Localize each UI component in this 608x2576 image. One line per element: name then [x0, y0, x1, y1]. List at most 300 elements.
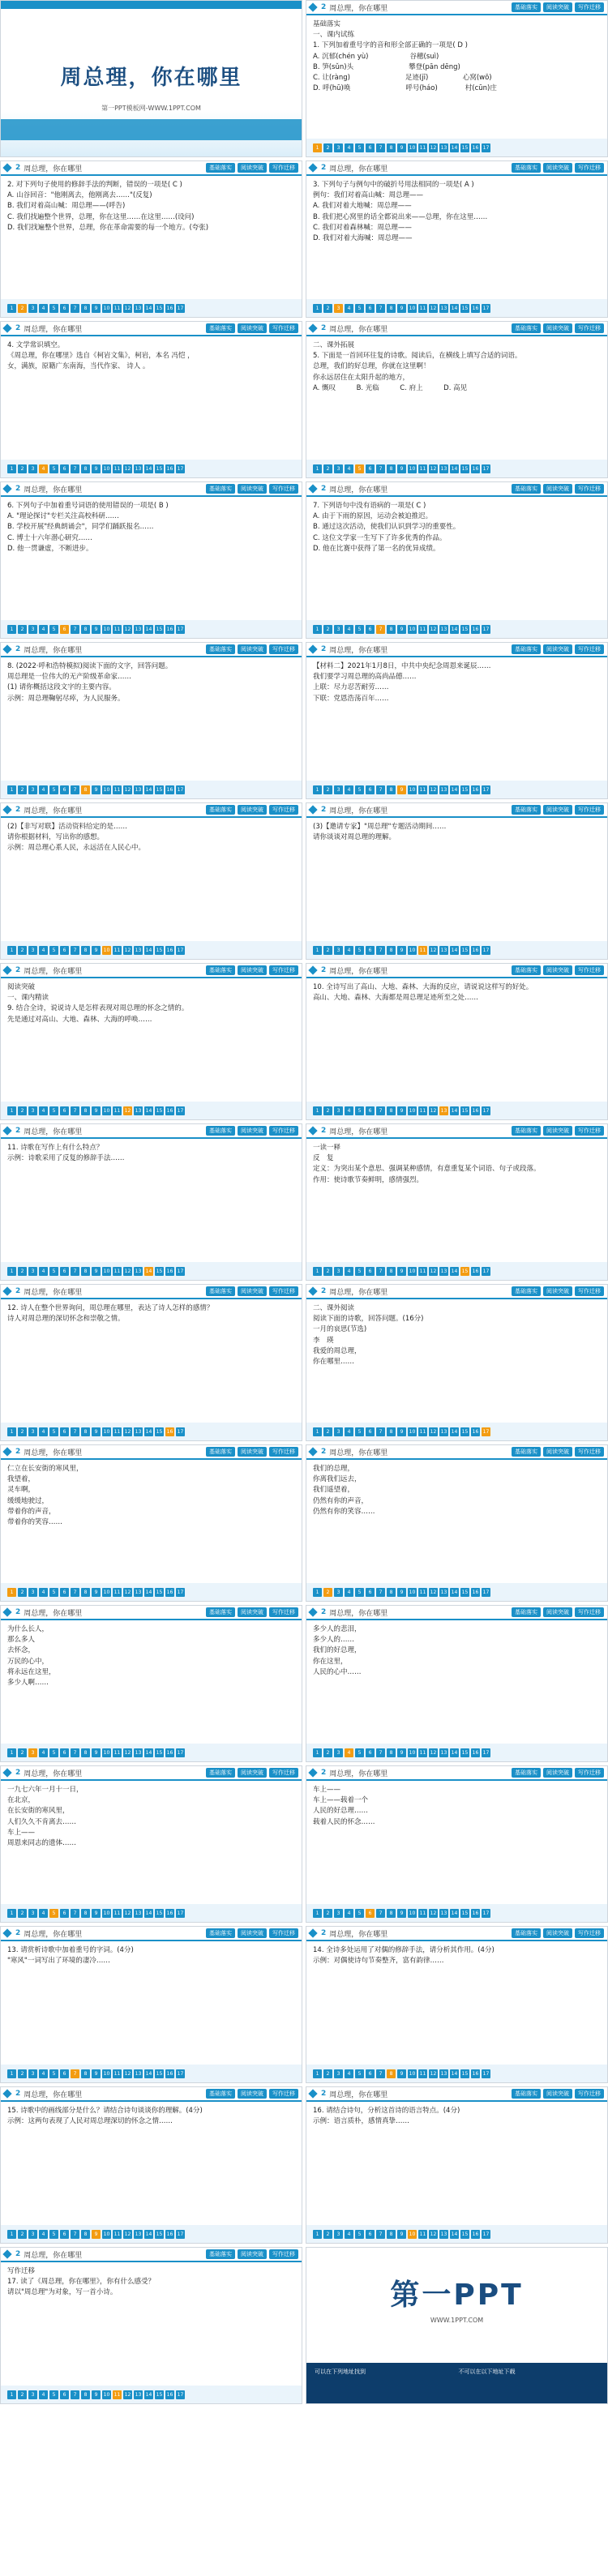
page-button[interactable]: 6 [60, 625, 69, 634]
page-button[interactable]: 8 [387, 1748, 396, 1757]
page-button[interactable]: 8 [81, 625, 90, 634]
page-button[interactable]: 13 [440, 626, 447, 632]
page-button[interactable]: 10 [103, 626, 110, 632]
page-button[interactable]: 5 [49, 464, 58, 473]
nav-button[interactable]: 写作迁移 [575, 2, 604, 12]
page-button[interactable]: 13 [440, 1428, 447, 1435]
page-button[interactable]: 12 [430, 1910, 437, 1916]
page-button[interactable]: 4 [39, 946, 48, 955]
nav-button[interactable]: 基础落实 [512, 644, 541, 654]
page-button[interactable]: 3 [334, 1427, 343, 1436]
page-button[interactable]: 5 [355, 1588, 364, 1597]
page-button[interactable]: 12 [124, 305, 131, 311]
page-button[interactable]: 5 [49, 625, 58, 634]
nav-button[interactable]: 写作迁移 [269, 323, 298, 333]
page-button[interactable]: 4 [39, 1267, 48, 1276]
page-button[interactable]: 6 [366, 464, 375, 473]
nav-button[interactable]: 基础落实 [512, 323, 541, 333]
page-button[interactable]: 10 [409, 786, 416, 793]
page-button[interactable]: 9 [397, 1909, 406, 1918]
page-button[interactable]: 17 [482, 465, 490, 472]
page-button[interactable]: 3 [334, 946, 343, 955]
page-button[interactable]: 16 [472, 1589, 479, 1595]
page-button[interactable]: 10 [409, 1107, 416, 1114]
page-button[interactable]: 11 [419, 1589, 426, 1595]
page-button[interactable]: 9 [397, 1427, 406, 1436]
page-button[interactable]: 6 [366, 2069, 375, 2078]
page-button[interactable]: 16 [166, 626, 173, 632]
page-button[interactable]: 5 [49, 1106, 58, 1115]
page-button[interactable]: 2 [18, 1267, 27, 1276]
page-button[interactable]: 9 [92, 1588, 101, 1597]
page-button[interactable]: 12 [124, 786, 131, 793]
nav-button[interactable]: 阅读突破 [543, 1286, 572, 1296]
page-button[interactable]: 11 [419, 465, 426, 472]
nav-button[interactable]: 阅读突破 [543, 1768, 572, 1778]
page-button[interactable]: 4 [345, 1748, 353, 1757]
page-button[interactable]: 7 [71, 464, 79, 473]
page-button[interactable]: 3 [334, 625, 343, 634]
page-button[interactable]: 2 [323, 1427, 332, 1436]
page-button[interactable]: 3 [334, 143, 343, 152]
page-button[interactable]: 13 [135, 626, 142, 632]
page-button[interactable]: 4 [39, 304, 48, 313]
page-button[interactable]: 13 [135, 1749, 142, 1756]
page-button[interactable]: 9 [397, 625, 406, 634]
nav-button[interactable]: 阅读突破 [543, 805, 572, 815]
page-button[interactable]: 11 [419, 1107, 426, 1114]
page-button[interactable]: 17 [482, 626, 490, 632]
nav-button[interactable]: 阅读突破 [238, 484, 267, 494]
page-button[interactable]: 3 [28, 2069, 37, 2078]
page-button[interactable]: 11 [113, 626, 121, 632]
page-button[interactable]: 7 [71, 2390, 79, 2399]
page-button[interactable]: 16 [166, 1910, 173, 1916]
page-button[interactable]: 1 [313, 1588, 322, 1597]
page-button[interactable]: 10 [409, 626, 416, 632]
nav-button[interactable]: 阅读突破 [238, 2249, 267, 2259]
page-button[interactable]: 10 [103, 947, 110, 953]
page-button[interactable]: 7 [376, 304, 385, 313]
page-button[interactable]: 17 [177, 1589, 184, 1595]
page-button[interactable]: 10 [103, 786, 110, 793]
page-button[interactable]: 14 [451, 465, 458, 472]
page-button[interactable]: 9 [92, 1909, 101, 1918]
page-button[interactable]: 8 [81, 2390, 90, 2399]
page-button[interactable]: 6 [60, 1909, 69, 1918]
page-button[interactable]: 11 [419, 2070, 426, 2077]
nav-button[interactable]: 阅读突破 [543, 323, 572, 333]
page-button[interactable]: 5 [49, 1748, 58, 1757]
page-button[interactable]: 14 [451, 1589, 458, 1595]
page-button[interactable]: 4 [39, 2390, 48, 2399]
page-button[interactable]: 17 [177, 626, 184, 632]
nav-button[interactable]: 基础落实 [512, 2, 541, 12]
page-button[interactable]: 6 [366, 1267, 375, 1276]
page-button[interactable]: 10 [409, 947, 416, 953]
page-button[interactable]: 9 [397, 2069, 406, 2078]
page-button[interactable]: 8 [387, 2069, 396, 2078]
page-button[interactable]: 14 [145, 1589, 152, 1595]
page-button[interactable]: 2 [323, 2230, 332, 2239]
page-button[interactable]: 17 [177, 1107, 184, 1114]
nav-button[interactable]: 写作迁移 [269, 1607, 298, 1617]
nav-button[interactable]: 写作迁移 [269, 1768, 298, 1778]
page-button[interactable]: 8 [387, 625, 396, 634]
page-button[interactable]: 1 [7, 1748, 16, 1757]
page-button[interactable]: 13 [440, 1910, 447, 1916]
page-button[interactable]: 5 [355, 304, 364, 313]
page-button[interactable]: 16 [472, 626, 479, 632]
page-button[interactable]: 6 [366, 1106, 375, 1115]
page-button[interactable]: 11 [419, 1268, 426, 1274]
page-button[interactable]: 15 [156, 786, 163, 793]
nav-button[interactable]: 写作迁移 [269, 1126, 298, 1136]
page-button[interactable]: 9 [92, 304, 101, 313]
page-button[interactable]: 4 [39, 1909, 48, 1918]
page-button[interactable]: 3 [334, 304, 343, 313]
page-button[interactable]: 4 [39, 625, 48, 634]
page-button[interactable]: 14 [145, 1910, 152, 1916]
page-button[interactable]: 17 [482, 1589, 490, 1595]
nav-button[interactable]: 基础落实 [206, 1768, 235, 1778]
page-button[interactable]: 3 [334, 1588, 343, 1597]
page-button[interactable]: 6 [60, 1588, 69, 1597]
page-button[interactable]: 7 [71, 1588, 79, 1597]
page-button[interactable]: 13 [440, 1107, 447, 1114]
page-button[interactable]: 11 [419, 1749, 426, 1756]
page-button[interactable]: 14 [145, 947, 152, 953]
page-button[interactable]: 16 [166, 2391, 173, 2398]
page-button[interactable]: 9 [397, 143, 406, 152]
page-button[interactable]: 14 [145, 1428, 152, 1435]
page-button[interactable]: 1 [313, 2069, 322, 2078]
page-button[interactable]: 11 [113, 465, 121, 472]
page-button[interactable]: 15 [461, 2231, 469, 2237]
page-button[interactable]: 9 [397, 1588, 406, 1597]
page-button[interactable]: 6 [60, 1267, 69, 1276]
nav-button[interactable]: 基础落实 [206, 644, 235, 654]
page-button[interactable]: 1 [313, 304, 322, 313]
page-button[interactable]: 15 [156, 305, 163, 311]
page-button[interactable]: 12 [430, 2070, 437, 2077]
nav-button[interactable]: 基础落实 [206, 323, 235, 333]
page-button[interactable]: 8 [387, 946, 396, 955]
page-button[interactable]: 17 [177, 1749, 184, 1756]
page-button[interactable]: 7 [376, 1427, 385, 1436]
page-button[interactable]: 6 [60, 2069, 69, 2078]
page-button[interactable]: 2 [18, 1588, 27, 1597]
page-button[interactable]: 7 [71, 2069, 79, 2078]
page-button[interactable]: 4 [345, 464, 353, 473]
page-button[interactable]: 4 [39, 1427, 48, 1436]
page-button[interactable]: 11 [113, 2231, 121, 2237]
nav-button[interactable]: 写作迁移 [575, 965, 604, 975]
page-button[interactable]: 12 [430, 1749, 437, 1756]
page-button[interactable]: 8 [387, 1588, 396, 1597]
page-button[interactable]: 17 [482, 947, 490, 953]
page-button[interactable]: 5 [355, 1748, 364, 1757]
page-button[interactable]: 13 [135, 2070, 142, 2077]
page-button[interactable]: 11 [113, 1428, 121, 1435]
nav-button[interactable]: 基础落实 [206, 805, 235, 815]
page-button[interactable]: 9 [92, 946, 101, 955]
nav-button[interactable]: 基础落实 [512, 1768, 541, 1778]
page-button[interactable]: 3 [28, 304, 37, 313]
page-button[interactable]: 12 [124, 1910, 131, 1916]
page-button[interactable]: 4 [39, 1588, 48, 1597]
page-button[interactable]: 12 [430, 1589, 437, 1595]
page-button[interactable]: 1 [313, 143, 322, 152]
page-button[interactable]: 2 [18, 625, 27, 634]
page-button[interactable]: 7 [71, 2230, 79, 2239]
page-button[interactable]: 13 [135, 1107, 142, 1114]
page-button[interactable]: 4 [39, 2230, 48, 2239]
page-button[interactable]: 16 [166, 1107, 173, 1114]
page-button[interactable]: 13 [440, 2231, 447, 2237]
page-button[interactable]: 13 [440, 947, 447, 953]
page-button[interactable]: 2 [18, 2230, 27, 2239]
page-button[interactable]: 15 [461, 1268, 469, 1274]
nav-button[interactable]: 写作迁移 [269, 1286, 298, 1296]
page-button[interactable]: 5 [355, 464, 364, 473]
page-button[interactable]: 2 [18, 2069, 27, 2078]
page-button[interactable]: 13 [135, 1910, 142, 1916]
page-button[interactable]: 1 [313, 625, 322, 634]
page-button[interactable]: 8 [81, 2230, 90, 2239]
page-button[interactable]: 8 [387, 1909, 396, 1918]
nav-button[interactable]: 基础落实 [512, 1928, 541, 1938]
page-button[interactable]: 8 [81, 1748, 90, 1757]
page-button[interactable]: 16 [472, 786, 479, 793]
page-button[interactable]: 5 [49, 1588, 58, 1597]
page-button[interactable]: 4 [39, 1106, 48, 1115]
page-button[interactable]: 7 [376, 1106, 385, 1115]
page-button[interactable]: 12 [430, 1428, 437, 1435]
page-button[interactable]: 9 [92, 2069, 101, 2078]
page-button[interactable]: 2 [18, 1106, 27, 1115]
page-button[interactable]: 15 [156, 626, 163, 632]
page-button[interactable]: 13 [440, 1589, 447, 1595]
page-button[interactable]: 14 [451, 1268, 458, 1274]
page-button[interactable]: 1 [7, 2069, 16, 2078]
page-button[interactable]: 6 [60, 304, 69, 313]
page-button[interactable]: 16 [472, 465, 479, 472]
nav-button[interactable]: 阅读突破 [238, 965, 267, 975]
page-button[interactable]: 12 [430, 1268, 437, 1274]
nav-button[interactable]: 阅读突破 [543, 1607, 572, 1617]
page-button[interactable]: 5 [355, 143, 364, 152]
page-button[interactable]: 10 [103, 1428, 110, 1435]
page-button[interactable]: 12 [430, 947, 437, 953]
page-button[interactable]: 5 [49, 304, 58, 313]
page-button[interactable]: 17 [482, 1107, 490, 1114]
nav-button[interactable]: 基础落实 [206, 1126, 235, 1136]
page-button[interactable]: 5 [49, 2069, 58, 2078]
page-button[interactable]: 12 [430, 2231, 437, 2237]
page-button[interactable]: 5 [49, 2390, 58, 2399]
page-button[interactable]: 10 [103, 2070, 110, 2077]
page-button[interactable]: 4 [345, 143, 353, 152]
page-button[interactable]: 14 [145, 2391, 152, 2398]
page-button[interactable]: 1 [313, 785, 322, 794]
nav-button[interactable]: 写作迁移 [269, 163, 298, 173]
page-button[interactable]: 14 [451, 1749, 458, 1756]
page-button[interactable]: 3 [28, 785, 37, 794]
nav-button[interactable]: 写作迁移 [575, 1126, 604, 1136]
page-button[interactable]: 7 [71, 625, 79, 634]
page-button[interactable]: 14 [451, 305, 458, 311]
page-button[interactable]: 8 [81, 1267, 90, 1276]
page-button[interactable]: 10 [409, 2070, 416, 2077]
nav-button[interactable]: 写作迁移 [575, 805, 604, 815]
page-button[interactable]: 12 [124, 947, 131, 953]
page-button[interactable]: 2 [18, 946, 27, 955]
page-button[interactable]: 14 [145, 1107, 152, 1114]
page-button[interactable]: 17 [177, 1910, 184, 1916]
page-button[interactable]: 2 [323, 625, 332, 634]
page-button[interactable]: 3 [28, 1427, 37, 1436]
page-button[interactable]: 14 [145, 305, 152, 311]
page-button[interactable]: 5 [49, 1427, 58, 1436]
nav-button[interactable]: 阅读突破 [543, 1126, 572, 1136]
nav-button[interactable]: 基础落实 [206, 1607, 235, 1617]
page-button[interactable]: 15 [156, 947, 163, 953]
page-button[interactable]: 4 [39, 1748, 48, 1757]
page-button[interactable]: 12 [430, 786, 437, 793]
nav-button[interactable]: 基础落实 [206, 1286, 235, 1296]
page-button[interactable]: 6 [366, 1427, 375, 1436]
page-button[interactable]: 7 [71, 304, 79, 313]
nav-button[interactable]: 写作迁移 [269, 1928, 298, 1938]
page-button[interactable]: 8 [81, 2069, 90, 2078]
page-button[interactable]: 4 [39, 785, 48, 794]
nav-button[interactable]: 阅读突破 [238, 2089, 267, 2099]
page-button[interactable]: 3 [28, 1106, 37, 1115]
page-button[interactable]: 15 [156, 1910, 163, 1916]
page-button[interactable]: 16 [166, 1589, 173, 1595]
page-button[interactable]: 14 [145, 2070, 152, 2077]
page-button[interactable]: 9 [92, 464, 101, 473]
page-button[interactable]: 1 [7, 2390, 16, 2399]
page-button[interactable]: 14 [145, 626, 152, 632]
page-button[interactable]: 15 [156, 2231, 163, 2237]
page-button[interactable]: 7 [71, 1427, 79, 1436]
page-button[interactable]: 8 [387, 1106, 396, 1115]
nav-button[interactable]: 写作迁移 [575, 644, 604, 654]
page-button[interactable]: 11 [113, 2070, 121, 2077]
page-button[interactable]: 10 [409, 2231, 416, 2237]
page-button[interactable]: 9 [92, 2230, 101, 2239]
page-button[interactable]: 4 [345, 1106, 353, 1115]
page-button[interactable]: 12 [124, 626, 131, 632]
page-button[interactable]: 13 [440, 786, 447, 793]
page-button[interactable]: 9 [92, 785, 101, 794]
page-button[interactable]: 3 [28, 946, 37, 955]
page-button[interactable]: 9 [397, 946, 406, 955]
nav-button[interactable]: 阅读突破 [238, 644, 267, 654]
nav-button[interactable]: 写作迁移 [575, 484, 604, 494]
page-button[interactable]: 16 [472, 1910, 479, 1916]
page-button[interactable]: 17 [482, 2231, 490, 2237]
page-button[interactable]: 7 [376, 946, 385, 955]
page-button[interactable]: 15 [461, 1910, 469, 1916]
nav-button[interactable]: 阅读突破 [238, 1768, 267, 1778]
page-button[interactable]: 1 [313, 1267, 322, 1276]
page-button[interactable]: 1 [313, 1427, 322, 1436]
page-button[interactable]: 10 [409, 305, 416, 311]
page-button[interactable]: 4 [345, 946, 353, 955]
page-button[interactable]: 4 [345, 625, 353, 634]
page-button[interactable]: 6 [60, 1106, 69, 1115]
page-button[interactable]: 15 [461, 1107, 469, 1114]
page-button[interactable]: 6 [366, 1588, 375, 1597]
nav-button[interactable]: 基础落实 [206, 2089, 235, 2099]
page-button[interactable]: 5 [355, 946, 364, 955]
nav-button[interactable]: 基础落实 [206, 2249, 235, 2259]
page-button[interactable]: 10 [409, 1910, 416, 1916]
page-button[interactable]: 16 [166, 1428, 173, 1435]
page-button[interactable]: 17 [482, 1749, 490, 1756]
page-button[interactable]: 1 [313, 1106, 322, 1115]
page-button[interactable]: 2 [323, 785, 332, 794]
page-button[interactable]: 11 [113, 305, 121, 311]
page-button[interactable]: 3 [334, 464, 343, 473]
page-button[interactable]: 9 [397, 2230, 406, 2239]
page-button[interactable]: 16 [472, 1749, 479, 1756]
page-button[interactable]: 2 [323, 464, 332, 473]
page-button[interactable]: 7 [71, 1267, 79, 1276]
page-button[interactable]: 12 [430, 1107, 437, 1114]
nav-button[interactable]: 基础落实 [206, 1447, 235, 1457]
nav-button[interactable]: 写作迁移 [269, 2249, 298, 2259]
page-button[interactable]: 17 [177, 1428, 184, 1435]
page-button[interactable]: 8 [387, 304, 396, 313]
page-button[interactable]: 11 [113, 1910, 121, 1916]
page-button[interactable]: 9 [92, 2390, 101, 2399]
page-button[interactable]: 4 [345, 1909, 353, 1918]
page-button[interactable]: 7 [376, 1748, 385, 1757]
page-button[interactable]: 1 [7, 464, 16, 473]
nav-button[interactable]: 基础落实 [512, 2089, 541, 2099]
page-button[interactable]: 14 [145, 1268, 152, 1274]
page-button[interactable]: 13 [440, 465, 447, 472]
nav-button[interactable]: 阅读突破 [238, 1126, 267, 1136]
page-button[interactable]: 10 [103, 1107, 110, 1114]
page-button[interactable]: 2 [18, 304, 27, 313]
page-button[interactable]: 7 [376, 1588, 385, 1597]
page-button[interactable]: 2 [323, 2069, 332, 2078]
page-button[interactable]: 11 [113, 2391, 121, 2398]
nav-button[interactable]: 基础落实 [512, 805, 541, 815]
page-button[interactable]: 15 [461, 305, 469, 311]
page-button[interactable]: 12 [124, 1268, 131, 1274]
page-button[interactable]: 12 [124, 2391, 131, 2398]
nav-button[interactable]: 基础落实 [512, 1607, 541, 1617]
page-button[interactable]: 9 [92, 625, 101, 634]
page-button[interactable]: 15 [156, 2391, 163, 2398]
nav-button[interactable]: 阅读突破 [238, 1286, 267, 1296]
page-button[interactable]: 11 [419, 2231, 426, 2237]
page-button[interactable]: 8 [387, 1427, 396, 1436]
page-button[interactable]: 16 [166, 305, 173, 311]
page-button[interactable]: 17 [177, 305, 184, 311]
page-button[interactable]: 13 [135, 1589, 142, 1595]
page-button[interactable]: 1 [313, 464, 322, 473]
page-button[interactable]: 8 [387, 143, 396, 152]
page-button[interactable]: 17 [482, 1428, 490, 1435]
nav-button[interactable]: 写作迁移 [269, 644, 298, 654]
